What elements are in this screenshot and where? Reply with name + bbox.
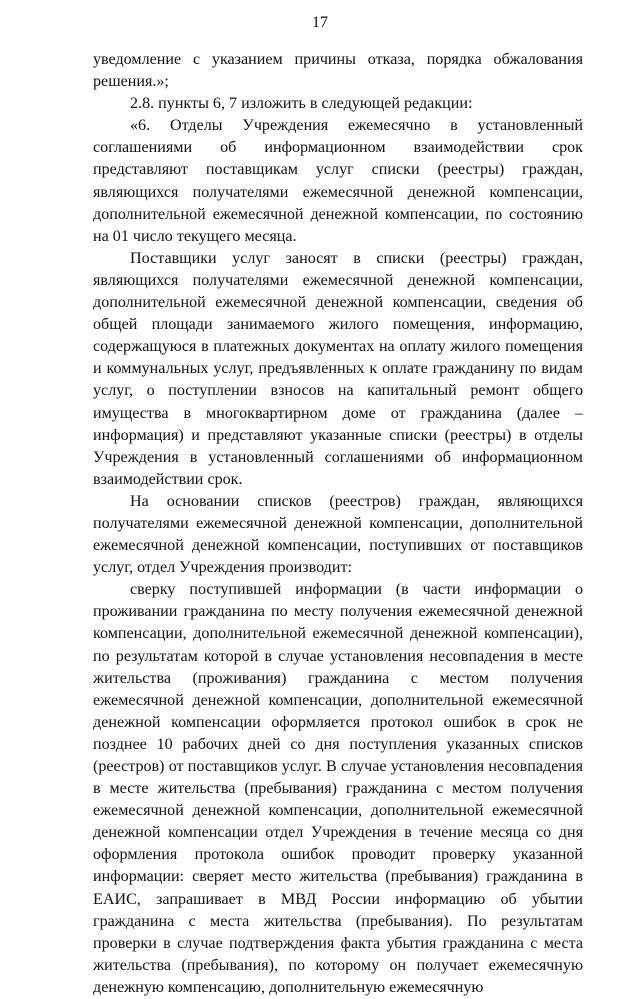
paragraph-verification: сверку поступившей информации (в части информации о проживании гражданина по месту получения ежемесячной денежной компенсации, дополнительной ежемесячной денежной компенсации), по результатам которой в случае установления несовпадения в месте жительства (проживания) гражданина с местом получения ежемесячной денежной компенсации, дополнительной ежемесячной денежной компенсации оформляется протокол ошибок в срок не позднее 10 рабочих дней со дня поступления указанных списков (реестров) от поставщиков услуг. В случае установления несовпадения в месте жительства (пребывания) гражданина с местом получения ежемесячной денежной компенсации, дополнительной ежемесячной денежной компенсации отдел Учреждения в течение месяца со дня оформления протокола ошибок проводит проверку указанной информации: сверяет место жительства (пребывания) гражданина в ЕАИС, запрашивает в МВД России информацию об убытии гражданина с места жительства (пребывания). По результатам проверки в случае подтверждения факта убытия гражданина с места жительства (пребывания), по которому он получает ежемесячную денежную компенсацию, дополнительную ежемесячную (93, 581, 583, 996)
paragraph-item-6: «6. Отделы Учреждения ежемесячно в установленный соглашениями об информационном взаимодействии срок представляют поставщикам услуг списки (реестры) граждан, являющихся получателями ежемесячной денежной компенсации, дополнительной ежемесячной денежной компенсации, по состоянию на 01 число текущего месяца. (93, 117, 583, 245)
paragraph-service-providers: Поставщики услуг заносят в списки (реестры) граждан, являющихся получателями ежемесячной денежной компенсации, дополнительной ежемесячной денежной компенсации, сведения об общей площади занимаемого жилого помещения, информацию, содержащуюся в платежных документах на оплату жилого помещения и коммунальных услуг, предъявленных к оплате гражданину по видам услуг, о поступлении взносов на капитальный ремонт общего имущества в многоквартирном доме от гражданина (далее – информация) и представляют указанные списки (реестры) в отделы Учреждения в установленный соглашениями об информационном взаимодействии срок. (93, 249, 583, 488)
document-body (93, 49, 583, 999)
paragraph-refusal-notice: уведомление с указанием причины отказа, порядка обжалования решения.»; (93, 51, 583, 91)
page-number: 17 (312, 14, 328, 31)
paragraph-amendment-intro: 2.8. пункты 6, 7 изложить в следующей редакции: (130, 95, 473, 113)
paragraph-department-actions: На основании списков (реестров) граждан, являющихся получателями ежемесячной денежной компенсации, дополнительной ежемесячной денежной компенсации, поступивших от поставщиков услуг, отдел Учреждения производит: (93, 492, 583, 577)
